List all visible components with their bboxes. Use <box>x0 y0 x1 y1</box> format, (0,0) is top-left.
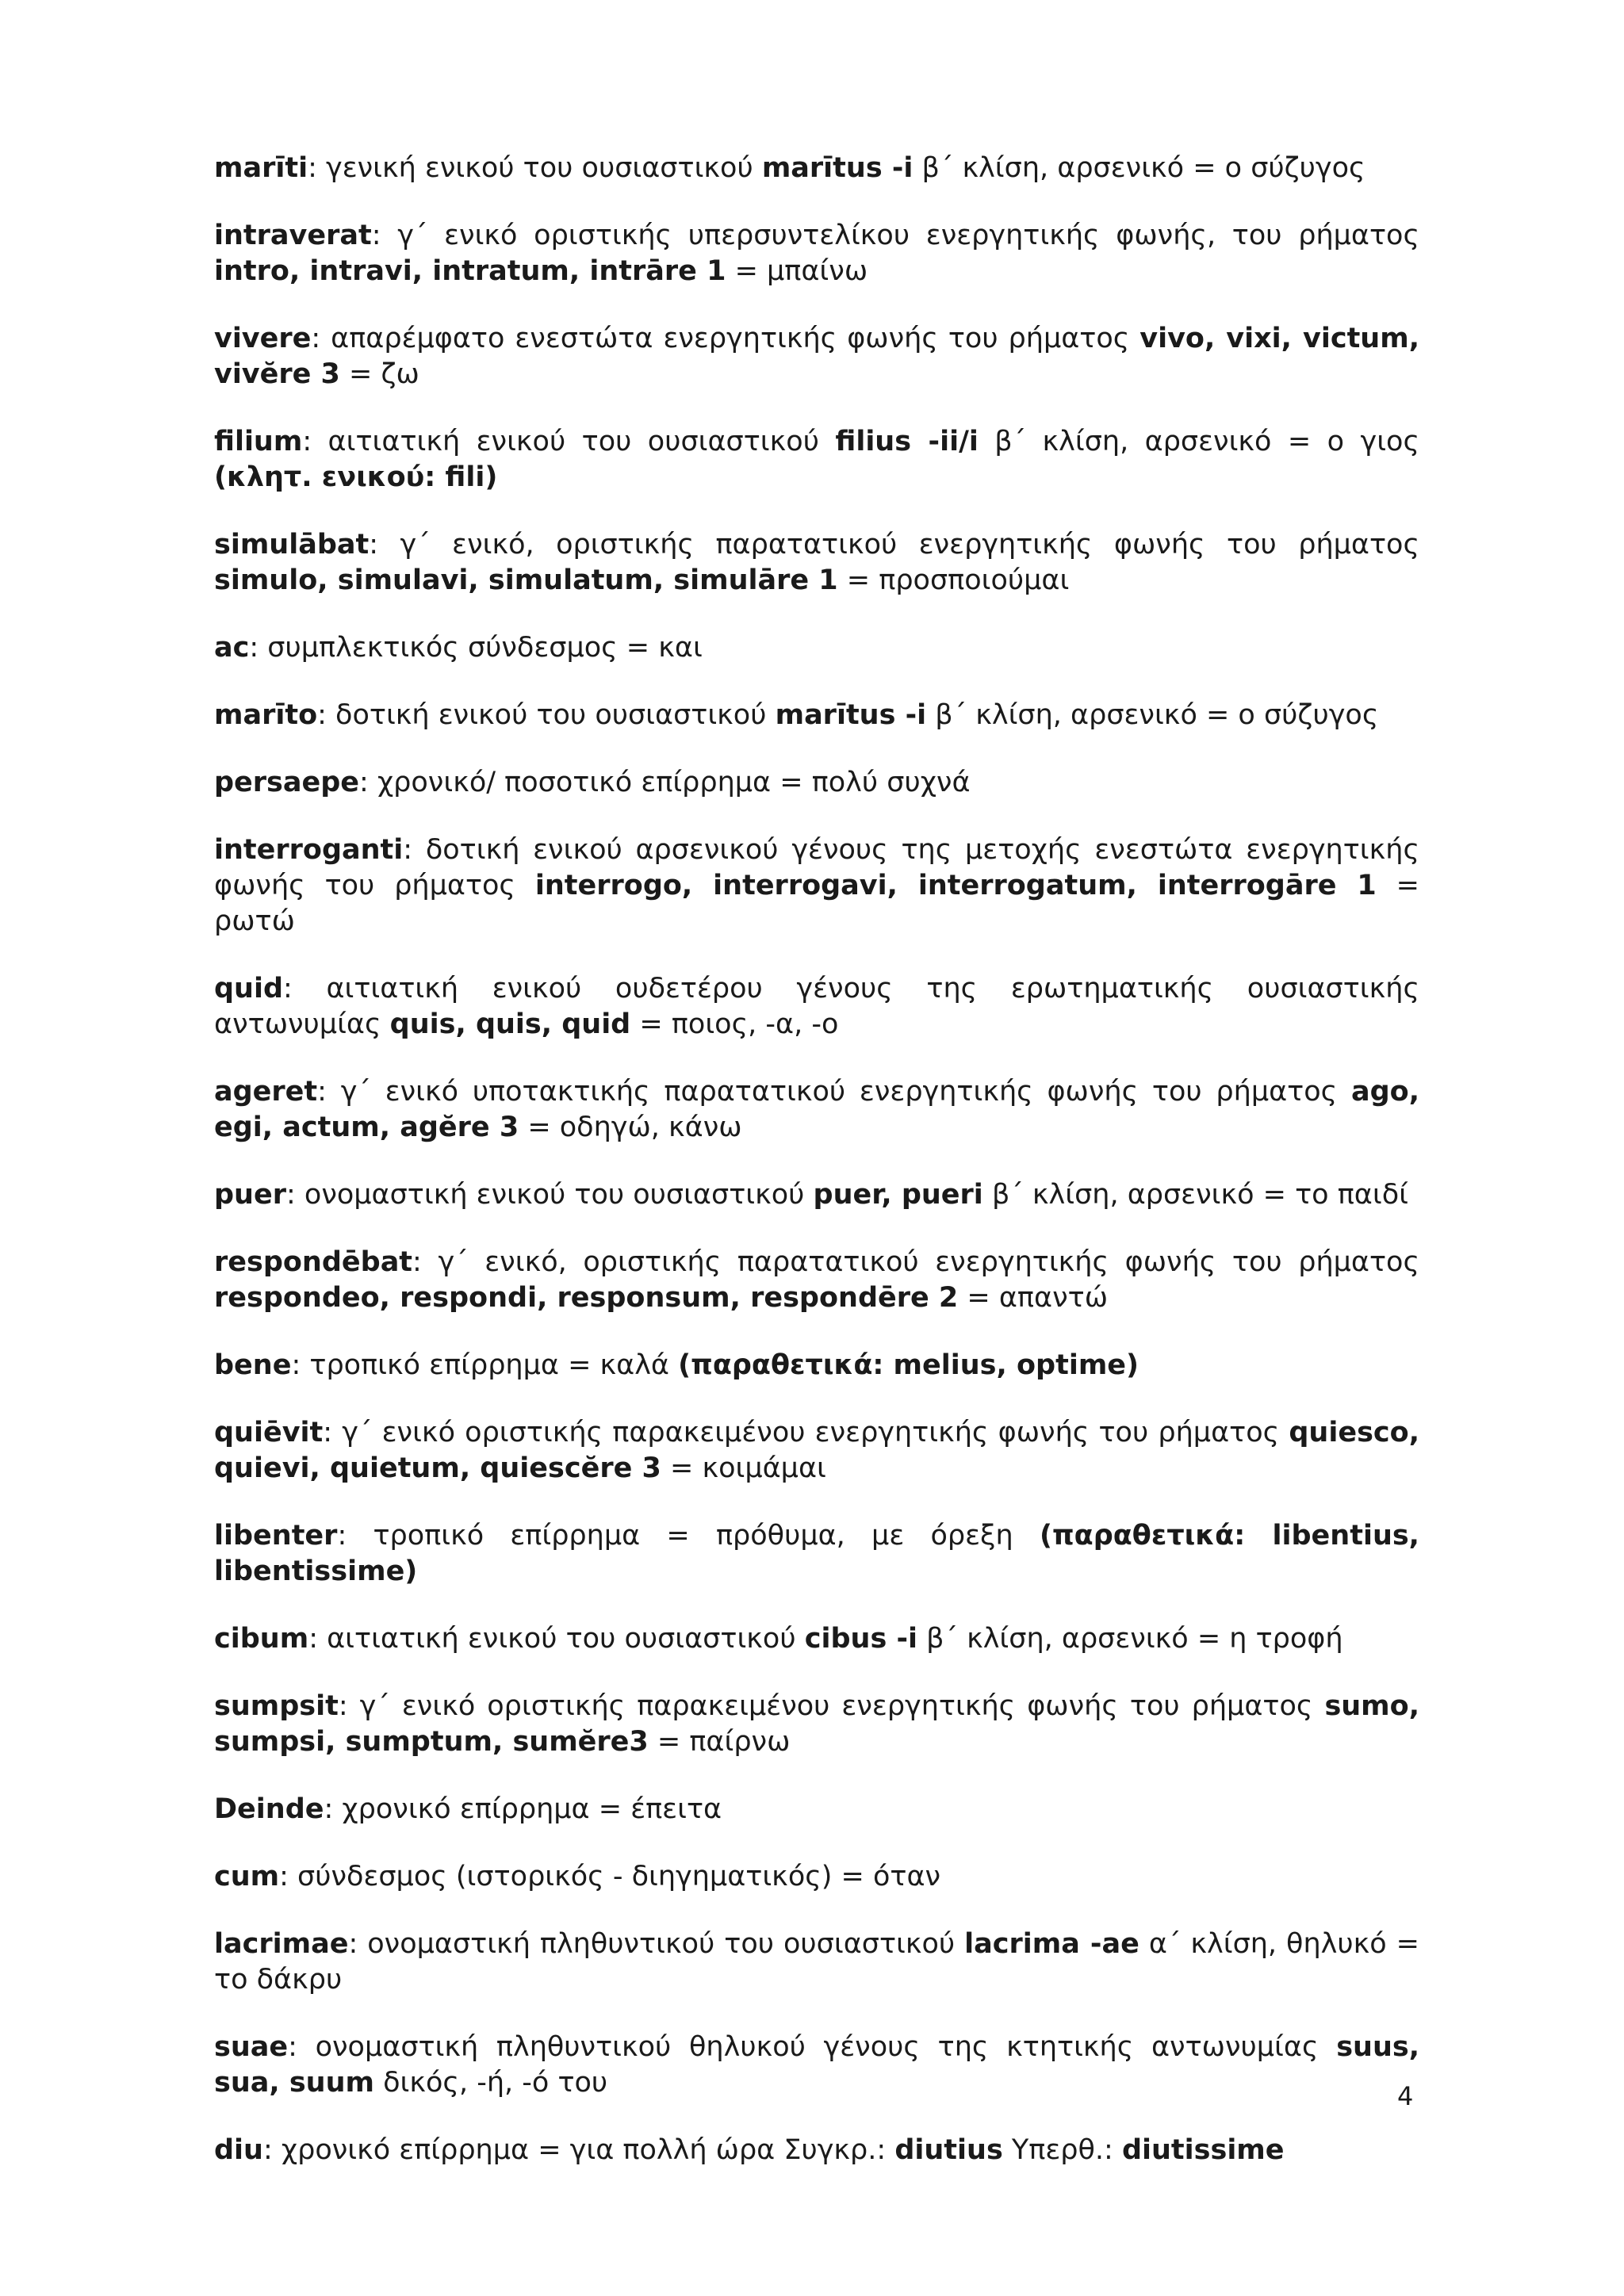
glossary-entry <box>214 971 1419 1043</box>
entry-term: quiesco, quievi, quietum, quiescĕre 3 <box>214 1417 1419 1484</box>
entry-term: puer, pueri <box>813 1179 983 1211</box>
page-number: 4 <box>1397 2081 1414 2111</box>
entry-term: interrogo, interrogavi, interrogatum, interrogāre 1 <box>534 870 1377 901</box>
entry-text: δικός, -ή, -ό του <box>374 2067 608 2099</box>
entry-text: : τροπικό επίρρημα = πρόθυμα, με όρεξη <box>337 1520 1040 1552</box>
glossary-entry <box>214 1792 1419 1827</box>
entry-text: = απαντώ <box>958 1282 1109 1314</box>
entry-term: vivere <box>214 323 312 354</box>
entry-term: interroganti <box>214 834 404 866</box>
entry-text: : χρονικό επίρρημα = για πολλή ώρα Συγκρ.: <box>262 2134 895 2166</box>
entry-text: : αιτιατική ενικού ουδετέρου γένους της ερωτηματικής ουσιαστικής αντωνυμίας <box>214 973 1419 1040</box>
glossary-entry <box>214 1859 1419 1895</box>
entry-text: α΄ κλίση, θηλυκό = το δάκρυ <box>214 1928 1419 1996</box>
entry-text: = οδηγώ, κάνω <box>519 1112 742 1143</box>
entry-text: = ζω <box>339 358 419 390</box>
entry-term: respondeo, respondi, responsum, respondēre 2 <box>214 1282 959 1314</box>
entry-term: respondēbat <box>214 1246 413 1278</box>
entry-term: suae <box>214 2031 289 2063</box>
glossary-entry <box>214 698 1419 733</box>
entry-text: : γ΄ ενικό οριστικής υπερσυντελίκου ενεργητικής φωνής, του ρήματος <box>371 220 1419 251</box>
entry-term: intro, intravi, intratum, intrāre 1 <box>214 255 726 287</box>
entry-term: ac <box>214 632 250 664</box>
entry-text: β΄ κλίση, αρσενικό = ο γιος <box>978 426 1420 457</box>
entry-text: : αιτιατική ενικού του ουσιαστικού <box>308 1623 805 1655</box>
glossary-entry <box>214 630 1419 666</box>
glossary-entry <box>214 1245 1419 1316</box>
entry-text: : απαρέμφατο ενεστώτα ενεργητικής φωνής του ρήματος <box>311 323 1140 354</box>
entry-term: marīto <box>214 699 318 731</box>
entry-term: quis, quis, quid <box>389 1008 631 1040</box>
glossary-entry <box>214 1074 1419 1146</box>
entry-term: intraverat <box>214 220 372 251</box>
entry-text: : σύνδεσμος (ιστορικός - διηγηματικός) = όταν <box>279 1861 941 1892</box>
entry-text: = κοιμάμαι <box>661 1452 826 1484</box>
entry-term: libenter <box>214 1520 338 1552</box>
glossary-entry <box>214 151 1419 186</box>
entry-term: simulo, simulavi, simulatum, simulāre 1 <box>214 564 838 596</box>
entry-text: : γενική ενικού του ουσιαστικού <box>308 152 762 184</box>
glossary-list <box>214 151 1419 2200</box>
entry-text: = παίρνω <box>648 1726 791 1758</box>
entry-term: cibus -i <box>804 1623 917 1655</box>
entry-text: : γ΄ ενικό οριστικής παρακειμένου ενεργητικής φωνής του ρήματος <box>338 1690 1325 1722</box>
entry-term: marīti <box>214 152 308 184</box>
entry-text: : χρονικό επίρρημα = έπειτα <box>324 1793 722 1825</box>
entry-term: cibum <box>214 1623 309 1655</box>
entry-text: : ονομαστική ενικού του ουσιαστικού <box>285 1179 814 1211</box>
glossary-entry <box>214 765 1419 801</box>
entry-term: lacrima -ae <box>964 1928 1139 1960</box>
glossary-entry <box>214 1927 1419 1998</box>
entry-term: diutius <box>894 2134 1003 2166</box>
entry-text: : ονομαστική πληθυντικού θηλυκού γένους της κτητικής αντωνυμίας <box>288 2031 1337 2063</box>
entry-term: suus, sua, suum <box>214 2031 1419 2099</box>
entry-text: : δοτική ενικού αρσενικού γένους της μετοχής ενεστώτα ενεργητικής φωνής του ρήματος <box>214 834 1419 901</box>
entry-term: puer <box>214 1179 286 1211</box>
glossary-entry <box>214 527 1419 599</box>
entry-text: : αιτιατική ενικού του ουσιαστικού <box>302 426 836 457</box>
entry-text: : γ΄ ενικό, οριστικής παρατατικού ενεργητικής φωνής του ρήματος <box>369 529 1419 561</box>
entry-term: marītus -i <box>775 699 927 731</box>
entry-text: : γ΄ ενικό υποτακτικής παρατατικού ενεργητικής φωνής του ρήματος <box>317 1076 1351 1108</box>
entry-term: sumpsit <box>214 1690 339 1722</box>
glossary-entry <box>214 321 1419 392</box>
entry-term: Deinde <box>214 1793 324 1825</box>
entry-term: cum <box>214 1861 280 1892</box>
entry-term: bene <box>214 1349 292 1381</box>
glossary-entry <box>214 2030 1419 2101</box>
entry-text: : δοτική ενικού του ουσιαστικού <box>317 699 776 731</box>
glossary-entry <box>214 832 1419 939</box>
entry-term: vivo, vixi, victum, vivĕre 3 <box>214 323 1419 390</box>
entry-term: diu <box>214 2134 263 2166</box>
entry-term: ago, egi, actum, agĕre 3 <box>214 1076 1419 1143</box>
entry-term: filius -ii/i <box>835 426 979 457</box>
glossary-entry <box>214 1518 1419 1590</box>
entry-term: quiēvit <box>214 1417 324 1448</box>
glossary-entry <box>214 218 1419 289</box>
entry-text: : ονομαστική πληθυντικού του ουσιαστικού <box>348 1928 965 1960</box>
entry-term: filium <box>214 426 303 457</box>
entry-text: = μπαίνω <box>726 255 868 287</box>
entry-term: marītus -i <box>761 152 914 184</box>
entry-term: ageret <box>214 1076 318 1108</box>
entry-text: β΄ κλίση, αρσενικό = η τροφή <box>917 1623 1343 1655</box>
entry-term: quid <box>214 973 284 1004</box>
entry-text: β΄ κλίση, αρσενικό = το παιδί <box>982 1179 1408 1211</box>
entry-text: : γ΄ ενικό οριστικής παρακειμένου ενεργητικής φωνής του ρήματος <box>323 1417 1289 1448</box>
entry-text: Υπερθ.: <box>1002 2134 1122 2166</box>
entry-text: = ποιος, -α, -ο <box>630 1008 839 1040</box>
glossary-entry <box>214 1348 1419 1383</box>
glossary-entry <box>214 1415 1419 1487</box>
entry-text: : γ΄ ενικό, οριστικής παρατατικού ενεργητικής φωνής του ρήματος <box>412 1246 1419 1278</box>
entry-text: : συμπλεκτικός σύνδεσμος = και <box>249 632 703 664</box>
entry-term: (παραθετικά: melius, optime) <box>678 1349 1139 1381</box>
entry-term: sumo, sumpsi, sumptum, sumĕre3 <box>214 1690 1419 1758</box>
entry-text: = προσποιούμαι <box>837 564 1070 596</box>
entry-term: simulābat <box>214 529 370 561</box>
glossary-entry <box>214 424 1419 496</box>
entry-text: β΄ κλίση, αρσενικό = ο σύζυγος <box>926 699 1379 731</box>
entry-term: (κλητ. ενικού: fili) <box>214 461 498 493</box>
entry-text: : χρονικό/ ποσοτικό επίρρημα = πολύ συχνά <box>359 767 971 798</box>
glossary-entry <box>214 2133 1419 2168</box>
entry-text: : τροπικό επίρρημα = καλά <box>291 1349 679 1381</box>
glossary-entry <box>214 1177 1419 1213</box>
glossary-entry <box>214 1621 1419 1657</box>
entry-text: = ρωτώ <box>214 870 1420 937</box>
entry-term: (παραθετικά: libentius, libentissime) <box>214 1520 1419 1587</box>
entry-term: persaepe <box>214 767 360 798</box>
entry-term: lacrimae <box>214 1928 349 1960</box>
entry-term: diutissime <box>1121 2134 1285 2166</box>
entry-text: β΄ κλίση, αρσενικό = ο σύζυγος <box>913 152 1365 184</box>
glossary-entry <box>214 1689 1419 1760</box>
